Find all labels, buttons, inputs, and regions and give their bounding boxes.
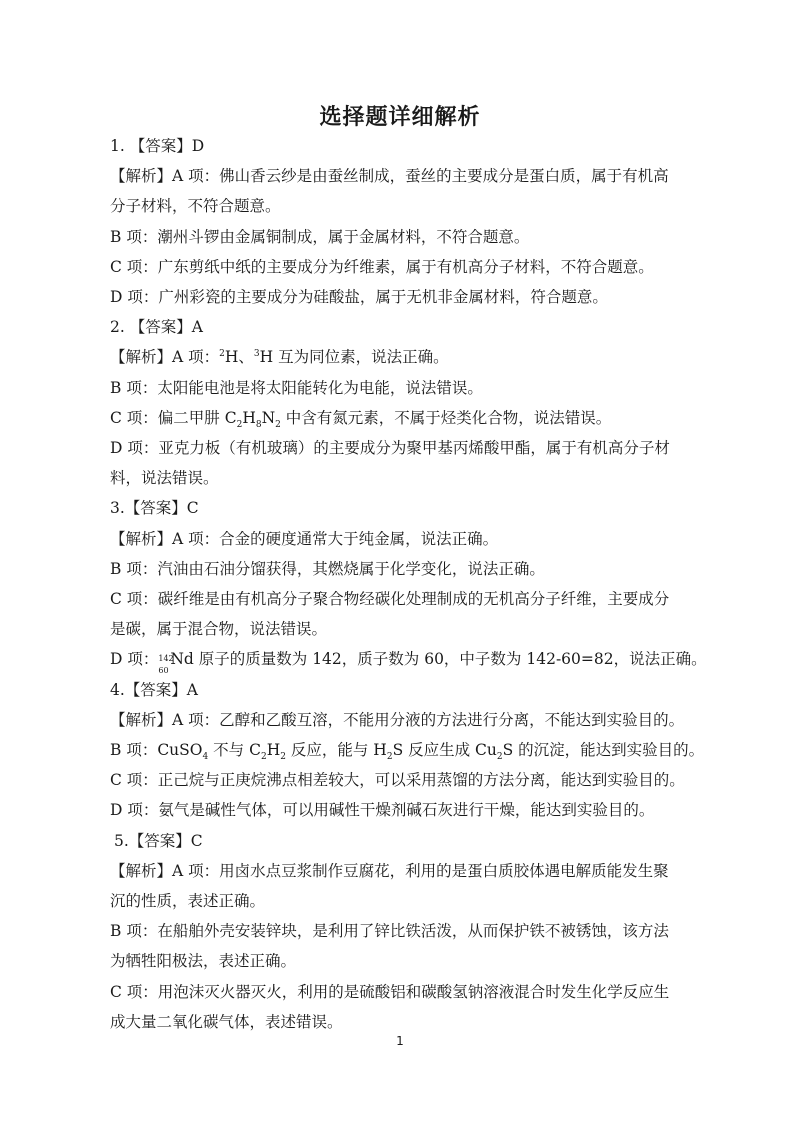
q3-line: 是碳，属于混合物，说法错误。	[110, 620, 328, 639]
q3-answer: 3.【答案】C	[110, 499, 199, 518]
q3-line	[110, 644, 707, 676]
q2-line	[110, 403, 700, 433]
mass-number: 3	[253, 349, 260, 360]
text-run: H 互为同位素，说法正确。	[259, 348, 449, 367]
text-run: S 的沉淀，能达到实验目的。	[502, 741, 705, 760]
subscript: 8	[255, 419, 262, 430]
q2-line: 料，说法错误。	[110, 469, 219, 488]
q4-line: C 项：正己烷与正庚烷沸点相差较大，可以采用蒸馏的方法分离，能达到实验目的。	[110, 771, 685, 790]
q5-line: C 项：用泡沫灭火器灭火，利用的是硫酸铝和碳酸氢钠溶液混合时发生化学反应生	[110, 982, 670, 1001]
q3-line: B 项：汽油由石油分馏获得，其燃烧属于化学变化，说法正确。	[110, 559, 545, 578]
text-run: H	[242, 408, 256, 427]
q1-line: B 项：潮州斗锣由金属铜制成，属于金属材料，不符合题意。	[110, 227, 530, 246]
subscript: 4	[202, 752, 209, 763]
page-number: 1	[396, 1034, 404, 1048]
q5-line: B 项：在船舶外壳安装锌块，是利用了锌比铁活泼，从而保护铁不被锈蚀，该方法	[110, 922, 669, 941]
q2-line: D 项：亚克力板（有机玻璃）的主要成分为聚甲基丙烯酸甲酯，属于有机高分子材	[110, 439, 670, 458]
q2-line: B 项：太阳能电池是将太阳能转化为电能，说法错误。	[110, 378, 483, 397]
subscript: 2	[386, 752, 393, 763]
solutions-body	[110, 131, 707, 1037]
subscript: 2	[496, 752, 503, 763]
text-run: Nd 原子的质量数为 142，质子数为 60，中子数为 142-60=82，说法正确。	[170, 650, 707, 669]
text-run: 不与 C	[208, 741, 261, 760]
text-run: H、	[224, 348, 254, 367]
text-run: D 项：	[110, 650, 159, 669]
q4-line	[110, 735, 705, 765]
mass-number: 2	[219, 349, 225, 360]
q5-line: 【解析】A 项：用卤水点豆浆制作豆腐花，利用的是蛋白质胶体遇电解质能发生聚	[110, 861, 669, 880]
q5-line: 为牺牲阳极法，表述正确。	[110, 952, 297, 971]
q1-line: 【解析】A 项：佛山香云纱是由蚕丝制成，蚕丝的主要成分是蛋白质，属于有机高	[110, 167, 669, 186]
text-run: S 反应生成 Cu	[392, 741, 497, 760]
q1-line: 分子材料，不符合题意。	[110, 197, 281, 216]
q3-line: 【解析】A 项：合金的硬度通常大于纯金属，说法正确。	[110, 529, 499, 548]
text-run: 【解析】A 项：	[110, 348, 220, 367]
subscript: 2	[236, 419, 243, 430]
q2-answer: 2. 【答案】A	[110, 318, 203, 337]
q1-line: D 项：广州彩瓷的主要成分为硅酸盐，属于无机非金属材料，符合题意。	[110, 288, 608, 307]
isotope-notation	[158, 648, 174, 676]
q1-line: C 项：广东剪纸中纸的主要成分为纤维素，属于有机高分子材料，不符合题意。	[110, 257, 654, 276]
text-run: N	[261, 408, 276, 427]
mass-number: 142	[158, 654, 174, 664]
text-run: 反应，能与 H	[285, 741, 387, 760]
subscript: 2	[260, 752, 267, 763]
atomic-number: 60	[158, 666, 169, 676]
q4-line: D 项：氨气是碱性气体，可以用碱性干燥剂碱石灰进行干燥，能达到实验目的。	[110, 801, 655, 820]
text-run: H	[266, 741, 281, 760]
text-run: B 项：CuSO	[110, 741, 203, 760]
q3-line: C 项：碳纤维是由有机高分子聚合物经碳化处理制成的无机高分子纤维，主要成分	[110, 590, 670, 609]
text-run: 中含有氮元素，不属于烃类化合物，说法错误。	[280, 408, 612, 427]
text-run: C 项：偏二甲肼 C	[110, 408, 237, 427]
q1-answer: 1. 【答案】D	[110, 137, 205, 155]
q5-line: 成大量二氧化碳气体，表述错误。	[110, 1012, 343, 1031]
q4-answer: 4.【答案】A	[110, 680, 198, 699]
subscript: 2	[275, 419, 281, 430]
q4-line: 【解析】A 项：乙醇和乙酸互溶，不能用分液的方法进行分离，不能达到实验目的。	[110, 710, 685, 729]
q5-answer: 5.【答案】C	[114, 831, 203, 850]
subscript: 2	[280, 752, 286, 763]
q2-line	[110, 342, 700, 372]
q5-line: 沉的性质，表述正确。	[110, 892, 266, 911]
page-title: 选择题详细解析	[319, 105, 481, 130]
